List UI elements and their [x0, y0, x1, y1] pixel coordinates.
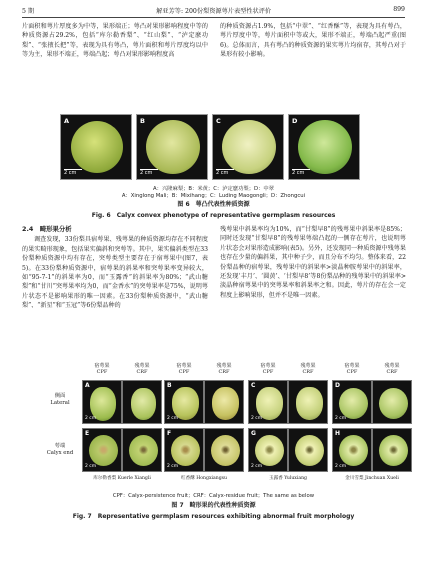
- figure-6-photos: [60, 114, 360, 180]
- panel-label: D: [335, 382, 340, 389]
- panel-label: F: [167, 430, 172, 437]
- fig7-panel-c-crf: [288, 380, 328, 424]
- fig6-panel-b: [136, 114, 208, 180]
- variety-label: 金川雪梨 Jinchuan Xueli: [345, 476, 399, 481]
- row-label-calyx-end: 萼端 Calyx end: [46, 443, 74, 456]
- scale-label: 2 cm: [335, 464, 347, 469]
- fig7-panel-e-cpf: [82, 428, 122, 472]
- col-header: 宿萼果 CPF: [344, 363, 360, 375]
- panel-label: A: [85, 382, 90, 389]
- col-header: 宿萼果 CPF: [94, 363, 110, 375]
- scale-label: 2 cm: [85, 416, 97, 421]
- column-right-top: [220, 22, 406, 70]
- variety-label: 玉露香 Yuluxiang: [269, 476, 307, 481]
- scale-label: 2 cm: [251, 416, 263, 421]
- fig7-panel-h-cpf: [332, 428, 372, 472]
- fig7-panel-f-crf: [204, 428, 244, 472]
- scale-label: 2 cm: [335, 416, 347, 421]
- panel-label: G: [251, 430, 256, 437]
- fig7-panel-f-cpf: [164, 428, 204, 472]
- fig7-note: CPF：Calyx-persistence fruit；CRF：Calyx-residue fruit；The same as below: [112, 493, 315, 499]
- fig6-names-en: A：Xinglong Mali；B：Mixihang；C：Luding Maogongli；D：Zhongcui: [121, 193, 306, 199]
- col-header: 宿萼果 CPF: [260, 363, 276, 375]
- fig7-panel-h-crf: [372, 428, 412, 472]
- scale-label: 2 cm: [292, 170, 305, 176]
- paragraph: 调查发现，33份梨具宿萼果、残萼果的种质资源均存在不同程度的果实畸形现象，包括果实偏斜和突萼等。其中，果实偏斜类型在33份梨种质资源中均有存在，突萼类型主要存在于宿萼果中(图7，表5)。在33份梨种质资源中，宿萼果的斜果率和突萼果率变异较大，如“95-7-1”的斜果率为0，而“玉露香”的斜果率为80%；“武山糖梨”和“甘川”突萼果率均为0，而“金香水”的突萼果率是75%，说明萼片状态不是影响果形的唯一因素。在33份梨种质资源中，“武山糖梨”、“新星”和“玉冠”等6份梨品种的: [22, 236, 208, 310]
- paragraph: 的种质资源占1.9%，包括“中翠”、“红香酥”等，表现为具有萼凸，萼片厚度中等，萼片面积中等或大，果形不端正，萼端凸起严重(图6)。总体而言，具有萼凸的种质资源的果实萼片均宿存，其萼凸对于果形有较小影响。: [220, 23, 406, 59]
- section-heading: 2.4 畸形果分析: [22, 225, 72, 233]
- variety-label: 库尔勒香梨 Kuerle Xiangli: [93, 476, 151, 481]
- column-left-top: [22, 22, 208, 70]
- fig6-caption-en: Fig. 6 Calyx convex phenotype of representative germplasm resources: [91, 212, 336, 219]
- scale-label: 2 cm: [140, 170, 153, 176]
- paragraph: 残萼果中斜果率均为10%，而“甘梨早8”的残萼果中斜果率是85%；同时还发现“甘梨早8”的残萼果萼端凸起的一侧存在萼片，也说明萼片状态会对果形造成影响(表5)。另外，还发现同一种质资源中残萼果也存在少量的偏斜果，其中种子少，而且分布不均匀。整体来看，22份梨品种的宿萼果，残萼果中的斜果率>淡晶种胺萼果中的斜果率，还发现‘丰月’、‘圆黄’、‘甘梨早8’等8份梨品种的残萼果中的斜果率>淡晶种宿萼果中的突萼果率和斜果率之和。因此，萼片的存在会一定程度上影响果形，但并不是唯一因素。: [220, 226, 406, 299]
- col-header: 残萼果 CRF: [134, 363, 150, 375]
- fig6-caption-cn: 图 6 萼凸代表性种质资源: [177, 201, 250, 208]
- running-title: 解亚芳等: 200份梨资源萼片表型性状评价: [156, 8, 272, 15]
- column-right-bottom: [220, 225, 406, 355]
- variety-label: 红香酥 Hongxiangsu: [181, 476, 227, 481]
- running-header: [22, 6, 405, 18]
- scale-label: 2 cm: [216, 170, 229, 176]
- panel-label: E: [85, 430, 90, 437]
- column-left-bottom: [22, 225, 208, 355]
- page-number: 899: [393, 6, 405, 13]
- col-header: 宿萼果 CPF: [176, 363, 192, 375]
- paragraph: 片面积和萼片厚度多为中等，果形端正；萼凸对果形影响程度中等的种质资源占29.2%，包括“库尔勒香梨”、“红山梨”、“泸定麽功梨”、“张掖长把”等，表现为具有萼凸，萼片面积和萼片厚度均以中等为主，果形不端正，萼端凸起；萼凸对果形影响程度高: [22, 23, 208, 59]
- row-label-lateral: 侧面 Lateral: [50, 393, 70, 406]
- panel-label: B: [167, 382, 172, 389]
- fig6-panel-d: [288, 114, 360, 180]
- fig6-names-cn: A：兴隆麻梨；B：米黄；C：泸定麽功梨；D：中翠: [153, 186, 274, 192]
- panel-label: B: [140, 117, 145, 125]
- scale-label: 2 cm: [64, 170, 77, 176]
- fig6-panel-a: [60, 114, 132, 180]
- panel-label: C: [216, 117, 221, 125]
- fig7-panel-a-cpf: [82, 380, 122, 424]
- issue-number: 5 期: [22, 8, 35, 15]
- fig7-panel-g-crf: [288, 428, 328, 472]
- panel-label: A: [64, 117, 70, 125]
- fig7-panel-a-crf: [122, 380, 162, 424]
- fig7-panel-b-cpf: [164, 380, 204, 424]
- fig7-panel-e-crf: [122, 428, 162, 472]
- panel-label: H: [335, 430, 341, 437]
- fig7-caption-en: Fig. 7 Representative germplasm resources exhibiting abnormal fruit morphology: [72, 513, 355, 520]
- scale-label: 2 cm: [167, 416, 179, 421]
- scale-label: 2 cm: [85, 464, 97, 469]
- scale-label: 2 cm: [167, 464, 179, 469]
- panel-label: D: [292, 117, 298, 125]
- fig7-panel-g-cpf: [248, 428, 288, 472]
- fig7-panel-b-crf: [204, 380, 244, 424]
- scale-label: 2 cm: [251, 464, 263, 469]
- fig7-caption-cn: 图 7 畸形果的代表性种质资源: [171, 502, 256, 509]
- col-header: 残萼果 CRF: [300, 363, 316, 375]
- fig7-panel-d-cpf: [332, 380, 372, 424]
- col-header: 残萼果 CRF: [384, 363, 400, 375]
- col-header: 残萼果 CRF: [216, 363, 232, 375]
- fig7-panel-c-cpf: [248, 380, 288, 424]
- fig7-panel-d-crf: [372, 380, 412, 424]
- panel-label: C: [251, 382, 256, 389]
- fig6-panel-c: [212, 114, 284, 180]
